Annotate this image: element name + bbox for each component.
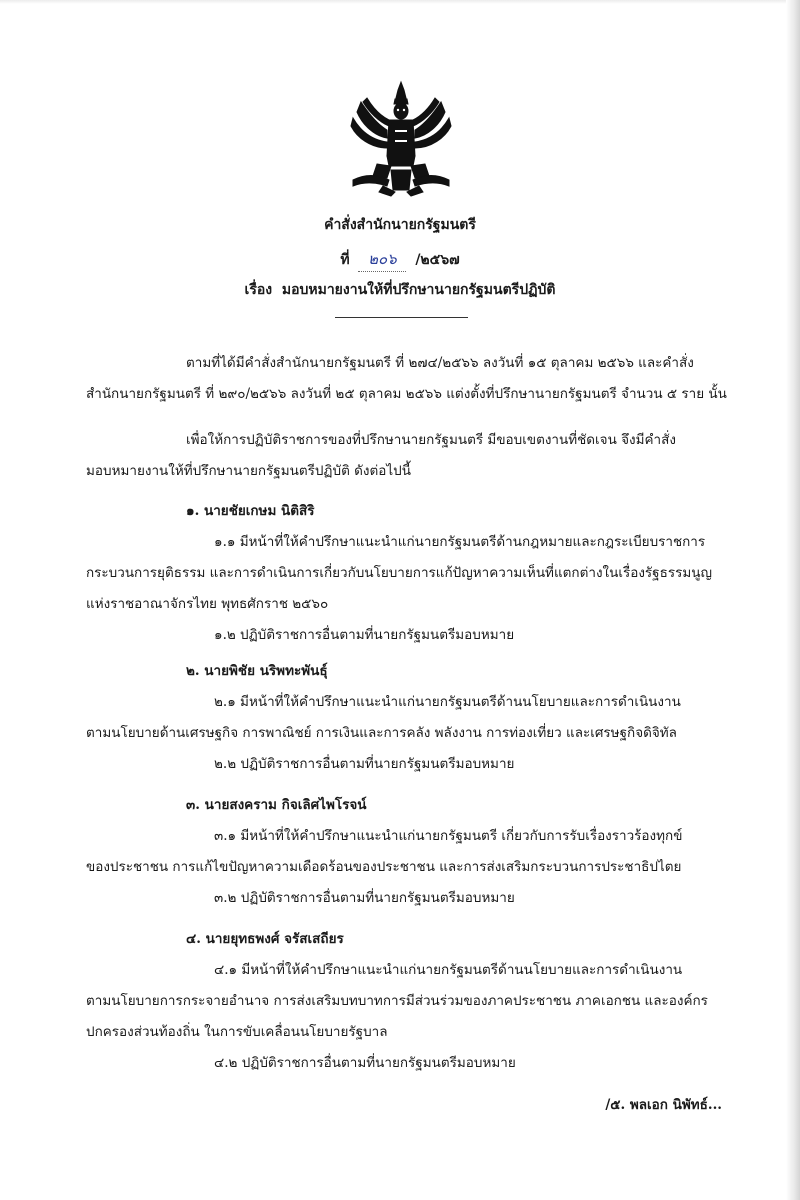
section-heading: ๔. นายยุทธพงศ์ จรัสเสถียร [186,931,344,947]
section-item-line: ปกครองส่วนท้องถิ่น ในการขับเคลื่อนนโยบายรัฐบาล [86,1024,388,1040]
section-item-line: ๑.๒ ปฏิบัติราชการอื่นตามที่นายกรัฐมนตรีมอบหมาย [214,627,515,643]
section-item-line: ๒.๒ ปฏิบัติราชการอื่นตามที่นายกรัฐมนตรีมอบหมาย [214,756,515,772]
subject-text: มอบหมายงานให้ที่ปรึกษานายกรัฐมนตรีปฏิบัติ [281,282,556,298]
section-item-line: ๔.๑ มีหน้าที่ให้คำปรึกษาแนะนำแก่นายกรัฐมนตรีด้านนโยบายและการดำเนินงาน [214,962,683,978]
preamble-line: ตามที่ได้มีคำสั่งสำนักนายกรัฐมนตรี ที่ ๒๗๔/๒๕๖๖ ลงวันที่ ๑๕ ตุลาคม ๒๕๖๖ และคำสั่ง [186,355,694,371]
preamble-line: สำนักนายกรัฐมนตรี ที่ ๒๙๐/๒๕๖๖ ลงวันที่ ๒๕ ตุลาคม ๒๕๖๖ แต่งตั้งที่ปรึกษานายกรัฐมนตรี จำนวน ๕ ราย นั้น [86,386,727,402]
page-top-shadow [0,0,800,4]
section-item-line: แห่งราชอาณาจักรไทย พุทธศักราช ๒๕๖๐ [86,596,329,612]
section-item-line: ๔.๒ ปฏิบัติราชการอื่นตามที่นายกรัฐมนตรีมอบหมาย [214,1055,516,1071]
section-item-line: ๑.๑ มีหน้าที่ให้คำปรึกษาแนะนำแก่นายกรัฐมนตรีด้านกฎหมายและกฎระเบียบราชการ [214,534,706,550]
section-item-line: ตามนโยบายการกระจายอำนาจ การส่งเสริมบทบาทการมีส่วนร่วมของภาคประชาชน ภาคเอกชน และองค์กร [86,993,708,1009]
number-suffix: /๒๕๖๗ [415,252,460,268]
section-item-line: ๓.๑ มีหน้าที่ให้คำปรึกษาแนะนำแก่นายกรัฐมนตรี เกี่ยวกับการรับเรื่องราวร้องทุกข์ [214,828,683,844]
subject-label: เรื่อง [244,282,273,298]
section-item-line: ๓.๒ ปฏิบัติราชการอื่นตามที่นายกรัฐมนตรีมอบหมาย [214,890,515,906]
section-item-line: ของประชาชน การแก้ไขปัญหาความเดือดร้อนของประชาชน และการส่งเสริมกระบวนการประชาธิปไตย [86,859,682,875]
page-right-shadow [786,0,800,1200]
section-heading: ๑. นายชัยเกษม นิติสิริ [186,503,315,519]
section-item-line: ตามนโยบายด้านเศรษฐกิจ การพาณิชย์ การเงินและการคลัง พลังงาน การท่องเที่ยว และเศรษฐกิจดิจิทัล [86,725,677,741]
section-heading: ๒. นายพิชัย นริพทะพันธุ์ [186,663,328,679]
subject-row [0,279,800,301]
section-item-line: ๒.๑ มีหน้าที่ให้คำปรึกษาแนะนำแก่นายกรัฐมนตรีด้านนโยบายและการดำเนินงาน [214,694,681,710]
garuda-emblem-icon [347,80,455,198]
handwritten-number: ๒๐๖ [358,247,406,272]
preamble-line: มอบหมายงานให้ที่ปรึกษานายกรัฐมนตรีปฏิบัติ ดังต่อไปนี้ [86,463,411,479]
continuation-reference: /๕. พลเอก นิพัทธ์... [605,1097,722,1113]
section-heading: ๓. นายสงคราม กิจเลิศไพโรจน์ [186,797,367,813]
section-item-line: กระบวนการยุติธรรม และการดำเนินการเกี่ยวกับนโยบายการแก้ปัญหาความเห็นที่แตกต่างในเรื่องรัฐธรรมนูญ [86,565,712,581]
header-divider [335,317,468,318]
number-prefix: ที่ [340,252,350,268]
preamble-line: เพื่อให้การปฏิบัติราชการของที่ปรึกษานายกรัฐมนตรี มีขอบเขตงานที่ชัดเจน จึงมีคำสั่ง [186,432,676,448]
document-title: คำสั่งสำนักนายกรัฐมนตรี [324,217,476,233]
document-number-row [0,247,800,272]
